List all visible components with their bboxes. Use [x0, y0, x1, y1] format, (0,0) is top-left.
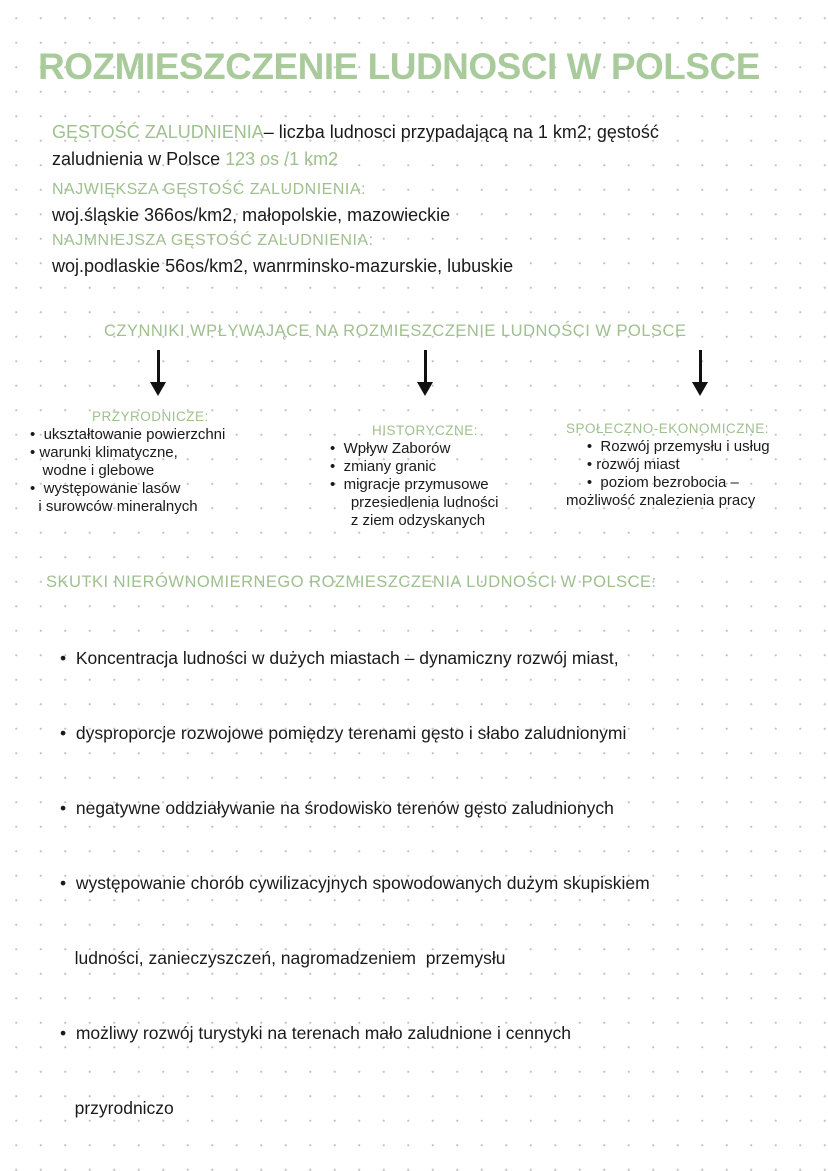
list-item: z ziem odzyskanych [330, 512, 486, 529]
effects-list [60, 596, 650, 1146]
list-item: • Rozwój przemysłu i usług [566, 438, 770, 455]
historical-label: HISTORYCZNE: [372, 423, 479, 438]
list-item: • warunki klimatyczne, [30, 444, 178, 461]
socioeconomic-label: SPOŁECZNO-EKONOMICZNE: [566, 421, 770, 436]
list-item: przyrodniczo [60, 1098, 174, 1118]
density-term: GĘSTOŚĆ ZALUDNIENIA [52, 122, 264, 142]
list-item: i surowców mineralnych [30, 498, 198, 515]
list-item: • możliwy rozwój turystyki na terenach mało zaludnione i cennych [60, 1023, 571, 1043]
effects-heading: SKUTKI NIERÓWNOMIERNEGO ROZMIESZCZENIA LUDNOŚCI W POLSCE: [46, 573, 657, 591]
list-item: • migracje przymusowe [330, 476, 489, 493]
list-item: • Koncentracja ludności w dużych miastach – dynamiczny rozwój miast, [60, 648, 619, 668]
list-item: • występowanie lasów [30, 480, 181, 497]
list-item: • poziom bezrobocia – [566, 474, 739, 491]
density-definition-line [52, 122, 659, 143]
density-poland-label: zaludnienia w Polsce [52, 149, 226, 169]
list-item: • negatywne oddziaływanie na środowisko terenów gęsto zaludnionych [60, 798, 614, 818]
factors-heading: CZYNNIKI WPŁYWAJĄCE NA ROZMIESZCZENIE LUDNOŚCI W POLSCE [104, 322, 687, 340]
list-item: przesiedlenia ludności [330, 494, 499, 511]
list-item: możliwość znalezienia pracy [566, 492, 756, 509]
factors-natural [30, 408, 225, 516]
density-definition: – liczba ludnosci przypadającą na 1 km2; gęstość [263, 122, 659, 142]
list-item: ludności, zanieczyszczeń, nagromadzeniem przemysłu [60, 948, 506, 968]
lowest-density-label: NAJMNIEJSZA GĘSTOŚĆ ZALUDNIENIA: [52, 232, 374, 249]
factors-socioeconomic [566, 420, 770, 510]
factors-historical [330, 422, 498, 530]
list-item: • rozwój miast [566, 456, 680, 473]
natural-label: PRZYRODNICZE: [92, 409, 209, 424]
highest-density-text: woj.śląskie 366os/km2, małopolskie, mazowieckie [52, 205, 451, 225]
arrow-down-icon [157, 350, 160, 392]
list-item: • dysproporcje rozwojowe pomiędzy terenami gęsto i słabo zaludnionymi [60, 723, 627, 743]
density-value-line [52, 149, 338, 170]
list-item: • Wpływ Zaborów [330, 440, 451, 457]
arrow-down-icon [699, 350, 702, 392]
list-item: • zmiany granic [330, 458, 437, 475]
list-item: • ukształtowanie powierzchni [30, 426, 226, 443]
list-item: wodne i glebowe [30, 462, 155, 479]
lowest-density-text: woj.podlaskie 56os/km2, wanrminsko-mazurskie, lubuskie [52, 256, 514, 276]
arrow-down-icon [424, 350, 427, 392]
list-item: • występowanie chorób cywilizacyjnych spowodowanych dużym skupiskiem [60, 873, 650, 893]
density-value: 123 os /1 km2 [225, 149, 339, 169]
page-title: ROZMIESZCZENIE LUDNOSCI W POLSCE [38, 46, 760, 87]
highest-density-label: NAJWIĘKSZA GĘSTOŚĆ ZALUDNIENIA: [52, 181, 366, 198]
